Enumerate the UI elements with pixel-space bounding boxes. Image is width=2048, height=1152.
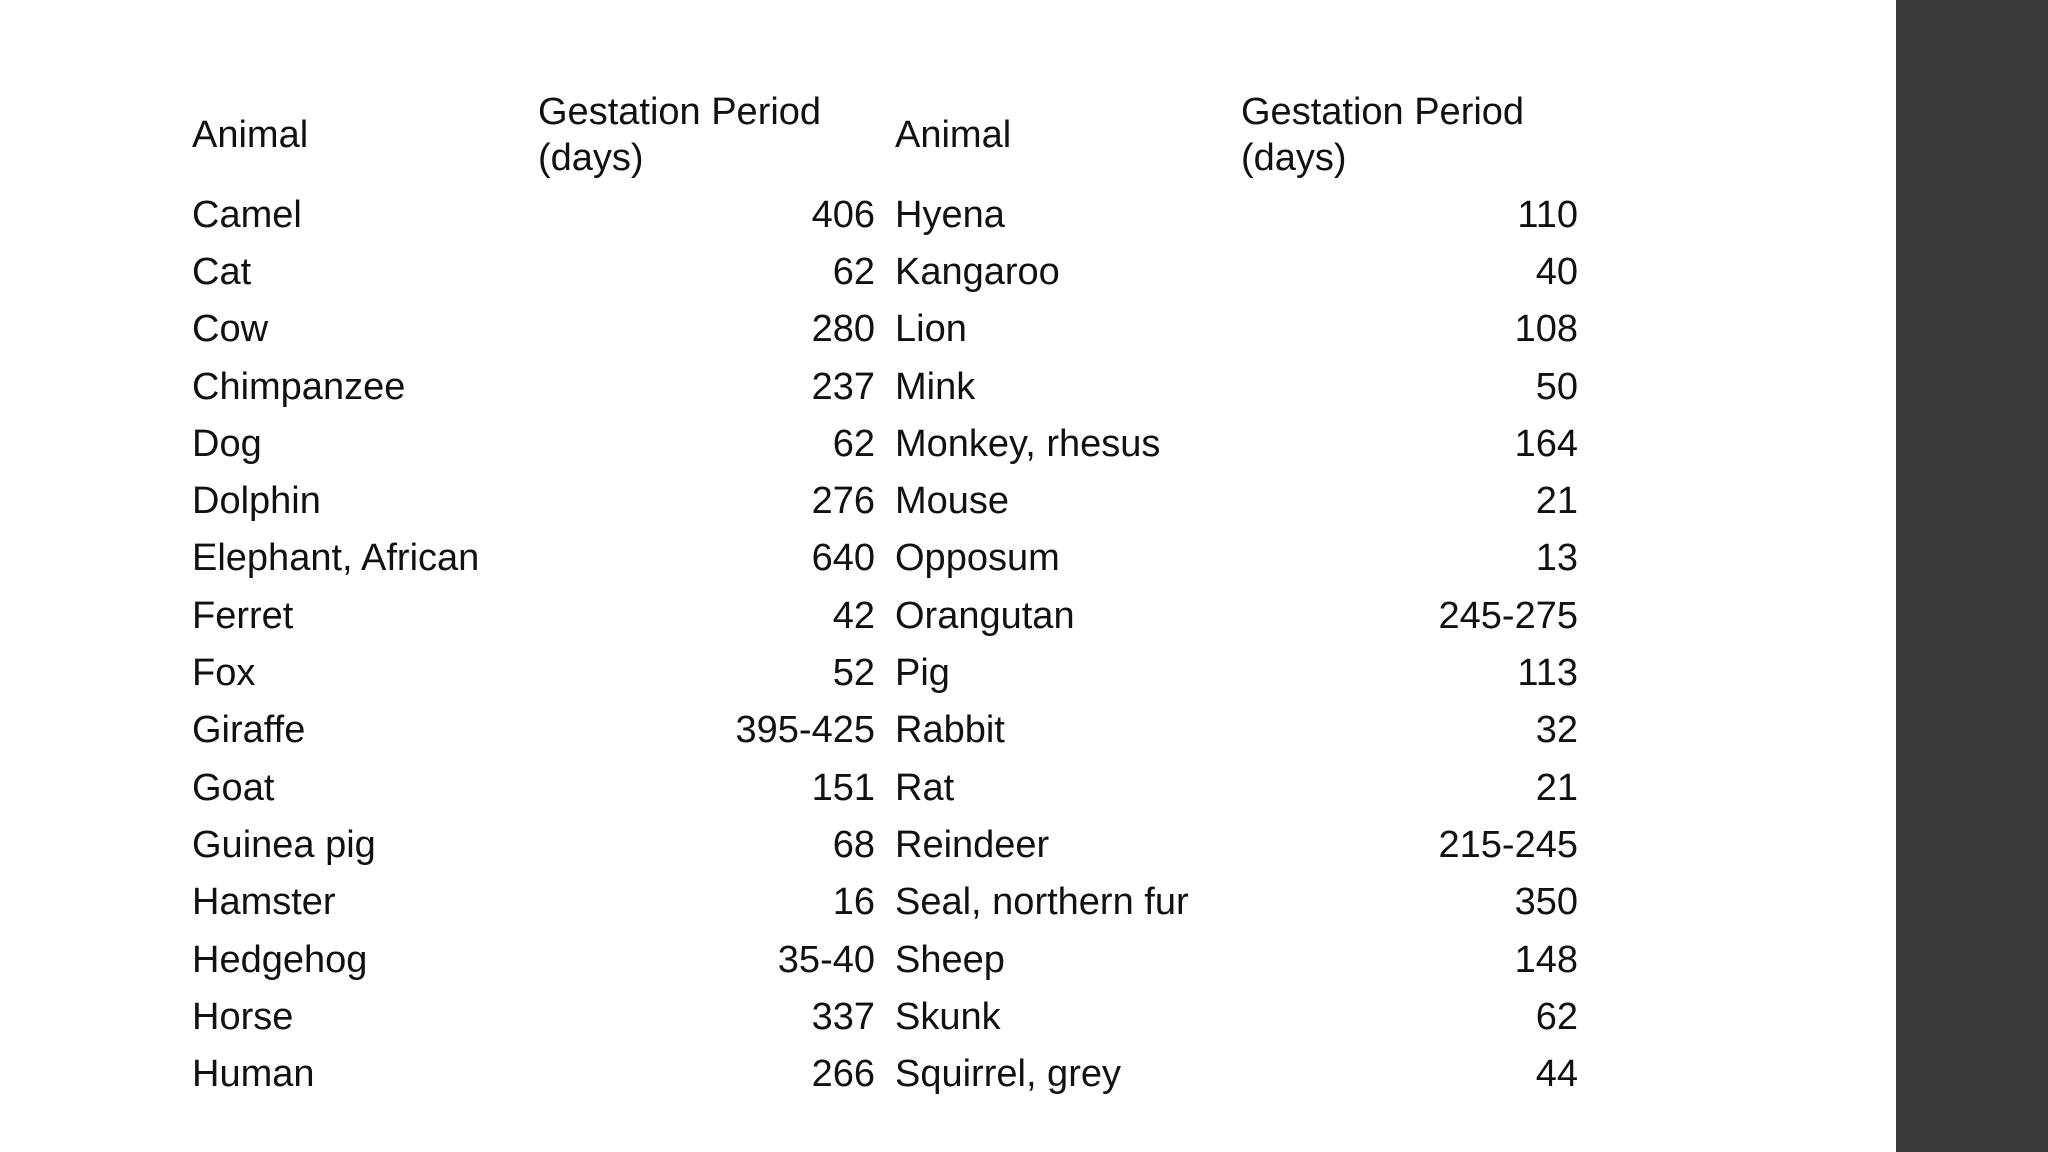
left-days-cell: 276 — [811, 480, 875, 523]
table-row — [192, 415, 1578, 472]
left-animal-cell: Dog — [192, 422, 262, 465]
table-body — [192, 186, 1578, 1103]
left-days-cell: 640 — [811, 537, 875, 580]
left-animal-cell: Giraffe — [192, 709, 306, 752]
right-days-cell: 148 — [1514, 938, 1578, 981]
right-animal-cell: Opposum — [895, 537, 1060, 580]
right-animal-cell: Reindeer — [895, 823, 1050, 866]
right-animal-cell: Squirrel, grey — [895, 1053, 1121, 1096]
left-days-cell: 52 — [832, 652, 875, 695]
right-days-cell: 62 — [1535, 995, 1578, 1038]
right-animal-cell: Hyena — [895, 193, 1005, 236]
left-days-cell: 337 — [811, 995, 875, 1038]
left-days-cell: 237 — [811, 365, 875, 408]
right-animal-cell: Orangutan — [895, 594, 1075, 637]
gestation-table — [192, 84, 1578, 1103]
table-row — [192, 988, 1578, 1045]
table-row — [192, 186, 1578, 243]
right-days-cell: 113 — [1517, 652, 1578, 695]
right-days-cell: 108 — [1514, 308, 1578, 351]
header-animal-right: Animal — [895, 114, 1012, 156]
right-animal-cell: Monkey, rhesus — [895, 422, 1161, 465]
right-animal-cell: Seal, northern fur — [895, 881, 1189, 924]
table-row — [192, 702, 1578, 759]
table-row — [192, 530, 1578, 587]
left-animal-cell: Fox — [192, 652, 256, 695]
right-animal-cell: Skunk — [895, 995, 1001, 1038]
table-row — [192, 874, 1578, 931]
right-animal-cell: Rabbit — [895, 709, 1005, 752]
left-animal-cell: Cat — [192, 250, 252, 293]
left-animal-cell: Hamster — [192, 881, 336, 924]
left-days-cell: 35-40 — [777, 938, 875, 981]
table-row — [192, 644, 1578, 701]
right-days-cell: 40 — [1535, 250, 1578, 293]
header-gestation-left-line2: (days) — [538, 137, 644, 179]
left-days-cell: 42 — [832, 594, 875, 637]
right-days-cell: 245-275 — [1438, 594, 1578, 637]
header-gestation-left — [538, 89, 875, 181]
left-animal-cell: Camel — [192, 193, 302, 236]
right-days-cell: 32 — [1535, 709, 1578, 752]
left-animal-cell: Goat — [192, 766, 275, 809]
left-days-cell: 280 — [811, 308, 875, 351]
header-gestation-right-line1: Gestation Period — [1241, 91, 1525, 133]
left-animal-cell: Elephant, African — [192, 537, 480, 580]
left-days-cell: 395-425 — [735, 709, 875, 752]
table-row — [192, 931, 1578, 988]
right-animal-cell: Mink — [895, 365, 976, 408]
left-days-cell: 151 — [811, 766, 875, 809]
left-days-cell: 62 — [832, 422, 875, 465]
left-days-cell: 62 — [832, 250, 875, 293]
left-days-cell: 406 — [811, 193, 875, 236]
side-panel — [1896, 0, 2048, 1152]
table-row — [192, 243, 1578, 300]
left-animal-cell: Ferret — [192, 594, 294, 637]
left-days-cell: 16 — [832, 881, 875, 924]
left-animal-cell: Human — [192, 1053, 315, 1096]
right-days-cell: 13 — [1535, 537, 1578, 580]
right-animal-cell: Lion — [895, 308, 967, 351]
right-animal-cell: Sheep — [895, 938, 1005, 981]
left-animal-cell: Cow — [192, 308, 269, 351]
header-gestation-right-line2: (days) — [1241, 137, 1347, 179]
left-animal-cell: Chimpanzee — [192, 365, 406, 408]
right-days-cell: 21 — [1535, 766, 1578, 809]
table-header-row — [192, 84, 1578, 186]
right-days-cell: 164 — [1514, 422, 1578, 465]
right-days-cell: 44 — [1535, 1053, 1578, 1096]
header-gestation-left-line1: Gestation Period — [538, 91, 822, 133]
left-animal-cell: Hedgehog — [192, 938, 368, 981]
table-row — [192, 587, 1578, 644]
right-animal-cell: Pig — [895, 652, 950, 695]
left-animal-cell: Horse — [192, 995, 294, 1038]
left-days-cell: 68 — [832, 823, 875, 866]
table-row — [192, 1045, 1578, 1102]
right-days-cell: 50 — [1535, 365, 1578, 408]
table-row — [192, 472, 1578, 529]
table-row — [192, 759, 1578, 816]
left-days-cell: 266 — [811, 1053, 875, 1096]
table-row — [192, 358, 1578, 415]
right-days-cell: 21 — [1535, 480, 1578, 523]
header-gestation-right — [1241, 89, 1578, 181]
left-animal-cell: Guinea pig — [192, 823, 376, 866]
right-animal-cell: Rat — [895, 766, 955, 809]
header-animal-left: Animal — [192, 114, 309, 156]
right-animal-cell: Kangaroo — [895, 250, 1060, 293]
right-days-cell: 110 — [1517, 193, 1578, 236]
left-animal-cell: Dolphin — [192, 480, 321, 523]
right-days-cell: 350 — [1514, 881, 1578, 924]
right-days-cell: 215-245 — [1438, 823, 1578, 866]
table-row — [192, 816, 1578, 873]
right-animal-cell: Mouse — [895, 480, 1010, 523]
table-row — [192, 301, 1578, 358]
